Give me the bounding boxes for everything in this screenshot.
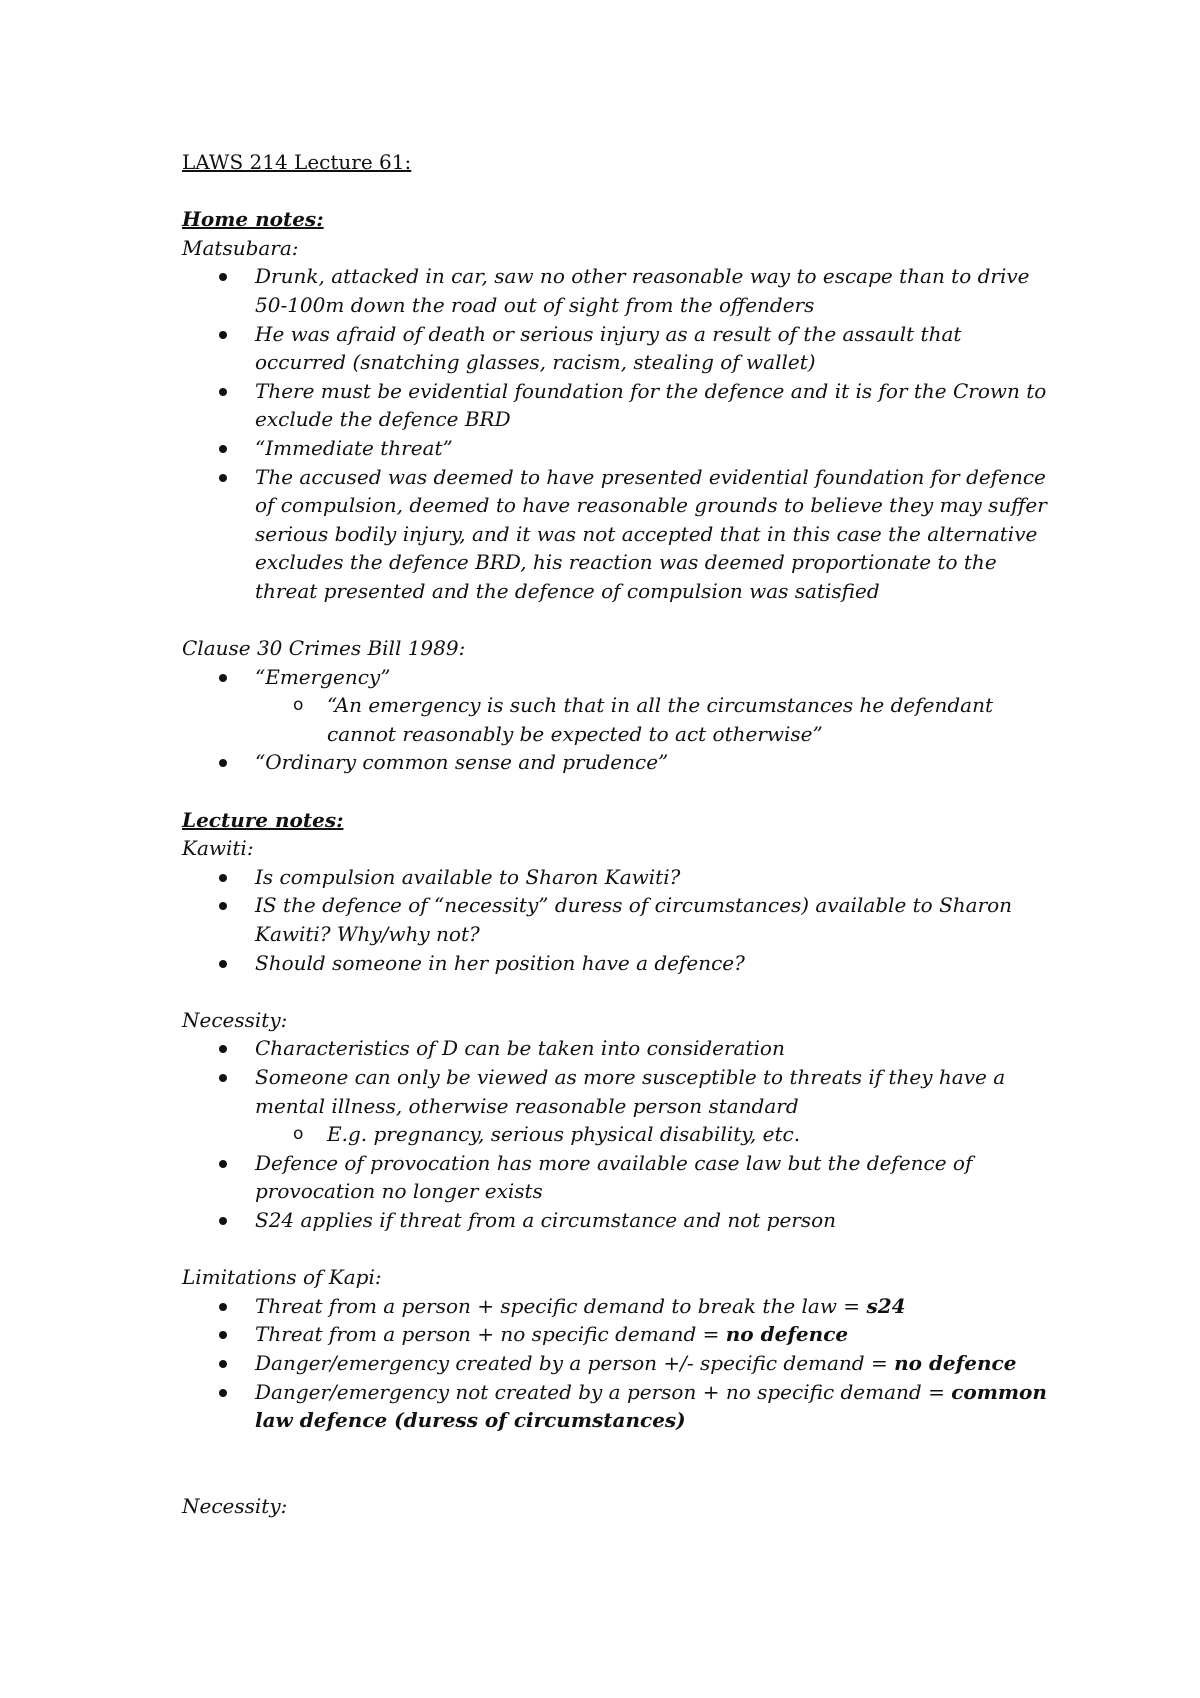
lecture-notes-heading: Lecture notes: [182,807,344,832]
page-title: LAWS 214 Lecture 61: [182,150,412,174]
clause30-list [182,663,1052,777]
list-item: IS the defence of “necessity” duress of circumstances) available to Sharon Kawiti? Why/why not? [182,891,1052,948]
item-result: no defence [725,1322,849,1347]
item-text: Threat from a person + specific demand to break the law = [255,1293,867,1318]
kawiti-list [182,863,1052,977]
necessity-label: Necessity: [182,1007,288,1032]
list-item: “Immediate threat” [182,434,1052,463]
list-item: Someone can only be viewed as more susceptible to threats if they have a mental illness, otherwise reasonable person standard [182,1063,1052,1120]
list-item: “Emergency” [182,663,1052,692]
necessity2-label: Necessity: [182,1493,288,1518]
sub-list-item: o “An emergency is such that in all the circumstances he defendant cannot reasonably be expected to act otherwise” [182,691,1052,748]
list-item: The accused was deemed to have presented evidential foundation for defence of compulsion, deemed to have reasonable grounds to believe they may suffer serious bodily injury, and it was not accepted that in this case the alternative excludes the defence BRD, his reaction was deemed proportionate to the threat presented and the defence of compulsion was satisfied [182,463,1052,606]
kapi-list [182,1292,1052,1435]
list-item: Should someone in her position have a defence? [182,949,1052,978]
list-item: Drunk, attacked in car, saw no other reasonable way to escape than to drive 50-100m down the road out of sight from the offenders [182,262,1052,319]
list-item: Is compulsion available to Sharon Kawiti? [182,863,1052,892]
kawiti-label: Kawiti: [182,836,254,861]
document-body [182,148,1052,1521]
list-item [182,1349,1052,1378]
item-result: s24 [866,1293,906,1318]
list-item: There must be evidential foundation for the defence and it is for the Crown to exclude the defence BRD [182,377,1052,434]
list-item: He was afraid of death or serious injury as a result of the assault that occurred (snatching glasses, racism, stealing of wallet) [182,320,1052,377]
list-item [182,1320,1052,1349]
list-item: Defence of provocation has more available case law but the defence of provocation no longer exists [182,1149,1052,1206]
item-result: no defence [894,1350,1017,1375]
item-result: common law defence (duress of circumstances) [255,1379,1047,1433]
list-item: “Ordinary common sense and prudence” [182,748,1052,777]
necessity-list [182,1034,1052,1234]
item-text: Danger/emergency not created by a person + no specific demand = [255,1379,952,1404]
list-item: S24 applies if threat from a circumstance and not person [182,1206,1052,1235]
home-notes-heading: Home notes: [182,207,324,232]
kapi-label: Limitations of Kapi: [182,1265,382,1290]
list-item [182,1292,1052,1321]
matsubara-label: Matsubara: [182,235,299,260]
list-item [182,1378,1052,1435]
list-item: Characteristics of D can be taken into consideration [182,1034,1052,1063]
sub-list-item: o E.g. pregnancy, serious physical disability, etc. [182,1120,1052,1149]
item-text: Threat from a person + no specific demand = [255,1322,726,1347]
item-text: Danger/emergency created by a person +/- specific demand = [255,1350,895,1375]
matsubara-list [182,262,1052,605]
clause30-label: Clause 30 Crimes Bill 1989: [182,636,466,661]
